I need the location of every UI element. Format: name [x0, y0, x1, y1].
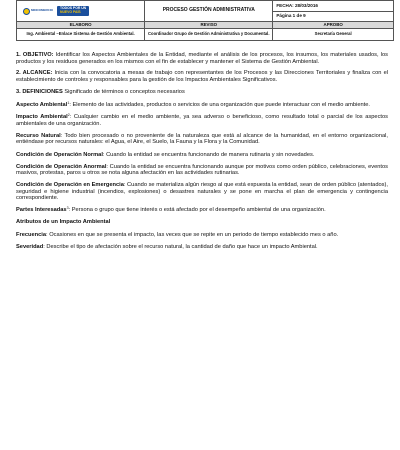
- reviso-label: REVISO: [145, 22, 273, 29]
- elaboro-value: Ing. Ambiental –Enlace Sistema de Gestión Ambiental.: [17, 28, 145, 40]
- definition-term: Impacto Ambiental: [16, 114, 68, 121]
- attribute-text: : Describe el tipo de afectación sobre el recurso natural, la cantidad de daño que hace un impacto Ambiental.: [43, 243, 318, 250]
- section-objetivo-label: 1. OBJETIVO:: [16, 52, 54, 58]
- reviso-value: Coordinador Grupo de Gestión Administrativa y Documental.: [145, 28, 273, 40]
- definition-item: [16, 133, 388, 146]
- section-definiciones-label: 3. DEFINICIONES: [16, 88, 63, 95]
- definition-item: [16, 207, 388, 214]
- document-date: FECHA: 28/03/2016: [273, 1, 394, 12]
- attributes-list: [16, 232, 388, 251]
- definition-term: Partes Interesadas: [16, 207, 67, 214]
- definition-term: Condición de Operación Anormal: [16, 163, 107, 170]
- definitions-list: [16, 102, 388, 214]
- elaboro-label: ELABORO: [17, 22, 145, 29]
- section-alcance-label: 2. ALCANCE:: [16, 70, 53, 77]
- attribute-item: [16, 232, 388, 239]
- section-alcance: [16, 70, 388, 83]
- definition-term: Condición de Operación Normal: [16, 151, 103, 158]
- logo-b-line2: NUEVO PAÍS: [60, 10, 81, 14]
- aprobo-value: Secretaría General: [273, 28, 394, 40]
- section-objetivo: [16, 52, 388, 65]
- definition-text: : Cuando se materializa algún riesgo al que está expuesta la entidad, sean de orden público (atentados), seguridad e higiene industrial (incendios, explosiones) o desastres naturales y se pone en marcha el plan de emergencia y contingencia correspondiente.: [16, 182, 388, 202]
- logos-cell: [17, 1, 145, 22]
- definition-text: : Elemento de las actividades, productos o servicios de una organización que puede interactuar con el medio ambiente.: [69, 102, 370, 109]
- section-alcance-text: Inicia con la convocatoria a mesas de trabajo con representantes de los Procesos y las Direcciones Territoriales y finaliza con el establecimiento de controles y responsables para la gestión de los Impactos Ambientales Significativos.: [16, 70, 388, 83]
- definition-text: : Persona o grupo que tiene interés o está afectado por el desempeño ambiental de una organización.: [68, 207, 326, 214]
- section-definiciones: [16, 89, 388, 96]
- attribute-term: Severidad: [16, 243, 44, 250]
- aprobo-label: APROBO: [273, 22, 394, 29]
- attribute-term: Frecuencia: [16, 231, 47, 238]
- footnote-marker: 1: [67, 101, 70, 106]
- attribute-text: : Ocasiones en que se presenta el impacto, las veces que se repite en un periodo de tiempo establecido mes o año.: [46, 231, 339, 238]
- definition-text: : Cualquier cambio en el medio ambiente, ya sea adverso o beneficioso, como resultado total o parcial de los aspectos ambientales de una organización.: [16, 114, 389, 127]
- definition-text: : Cuando la entidad se encuentra funcionando aunque por motivos como orden público, celebraciones, eventos masivos, protestas, paros u otros se nota alguna afectación en las actividades rutinarias.: [16, 163, 388, 177]
- definition-item: [16, 152, 388, 159]
- attributes-heading: Atributos de un Impacto Ambiental: [16, 219, 111, 226]
- process-title: PROCESO GESTIÓN ADMINISTRATIVA: [145, 1, 273, 22]
- definition-term: Aspecto Ambiental: [16, 102, 68, 109]
- definition-item: [16, 182, 388, 202]
- footnote-marker: 3: [66, 206, 69, 211]
- definition-item: [16, 164, 388, 177]
- document-header-table: [16, 0, 394, 41]
- footnote-marker: 2: [67, 113, 70, 118]
- logo-b-line1: TODOS POR UN: [60, 6, 87, 11]
- nuevo-pais-logo: [57, 6, 89, 15]
- definition-term: Recurso Natural: [16, 132, 61, 139]
- definition-item: [16, 114, 388, 127]
- logo-a-text: MINCOMERCIO: [31, 8, 53, 13]
- mincomercio-logo: [23, 8, 53, 15]
- definition-item: [16, 102, 388, 109]
- attribute-item: [16, 244, 388, 251]
- shield-icon: [23, 8, 30, 15]
- definition-text: : Todo bien procesado o no proveniente de la naturaleza que está al alcance de la humanidad, en el entorno organizacional, entiéndase por recursos naturales: el Agua, el Aire, el Suelo, la Fauna y la Flora y la Comunidad.: [16, 132, 388, 146]
- section-objetivo-text: Identificar los Aspectos Ambientales de la Entidad, mediante el análisis de los procesos, los insumos, los materiales usados, los productos y los residuos generados en los mismos con el fin de establecer y mantener el Sistema de Gestión Ambiental.: [16, 52, 388, 65]
- document-body: [16, 52, 388, 256]
- section-definiciones-text: Significado de términos o conceptos necesarios: [62, 88, 185, 95]
- page-number: Página 1 de 9: [273, 11, 394, 22]
- definition-term: Condición de Operación en Emergencia: [16, 182, 124, 189]
- definition-text: : Cuando la entidad se encuentra funcionando de manera rutinaria y sin novedades.: [102, 151, 315, 158]
